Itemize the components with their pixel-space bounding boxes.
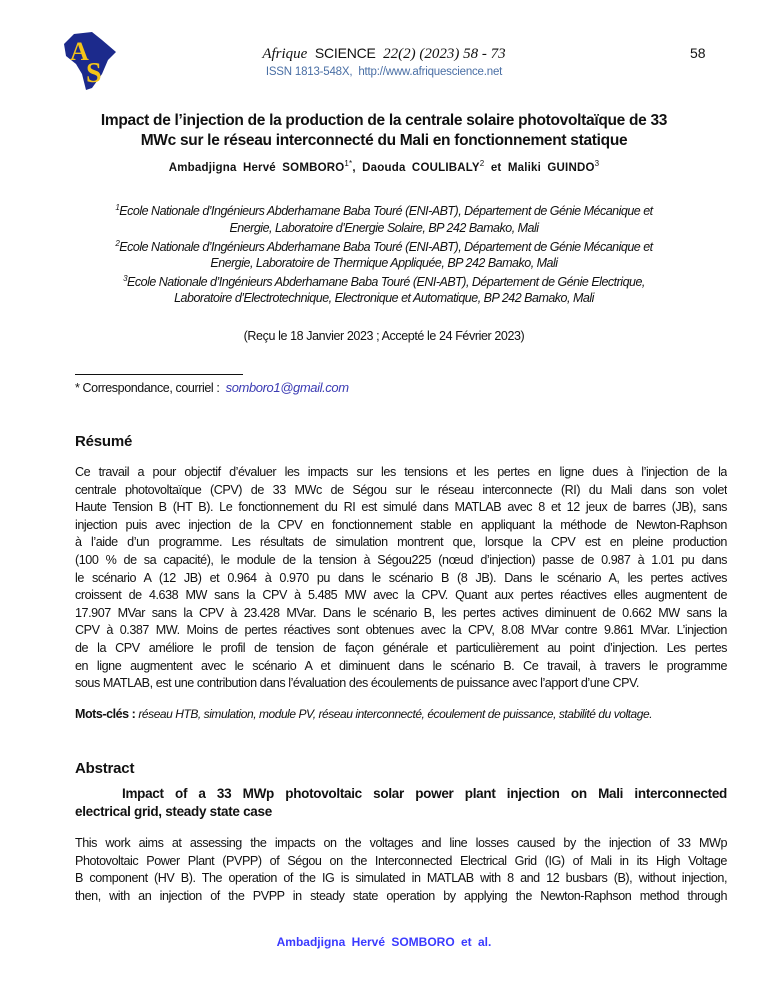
authors [0,159,768,174]
journal-name: Afrique [262,46,308,62]
paragraph-line: then, with an injection of the PVPP in steady state operation by applying the Newton-Raphson method through [75,888,727,903]
svg-text:S: S [86,58,102,89]
abstract-paragraph [75,835,727,905]
author-name: Maliki GUINDO [507,161,595,174]
keywords [75,707,652,721]
paragraph-line: le scénario A (12 JB) et 0.964 à 0.970 pu dans le scénario B (8 JB). Dans le scénario A, les pertes actives [75,570,727,585]
paragraph-line: en ligne augmentent avec le scénario A et diminuent dans le scénario B. Ce travail, à travers le programme [75,658,727,673]
paragraph-line: de la CPV améliore le profil de tension de façon générale et particulièrement au point d’injection. Les pertes [75,640,727,655]
affiliation-1-line-2: Energie, Laboratoire d’Energie Solaire, BP 242 Bamako, Mali [229,221,539,235]
paragraph-line: Ce travail a pour objectif d’évaluer les impacts sur les tensions et les pertes en ligne dues à l’injection de la [75,465,727,479]
affiliation-text: Ecole Nationale d’Ingénieurs Abderhamane Baba Touré (ENI-ABT), Département de Génie Electrique, [127,275,645,290]
issn: ISSN 1813-548X, [265,66,353,78]
paragraph-line: à l’aide d’un programme. Les résultats de simulation montrent que, lorsque la CPV est en pleine production [75,535,727,550]
author-sup: 3 [594,159,600,168]
paragraph-line: injection puis avec injection de la CPV en fonctionnement stable en appliquant la méthode de Newton-Raphson [75,517,727,532]
author-name: Ambadjigna Hervé SOMBORO [168,161,345,174]
abstract-heading: Abstract [75,760,135,777]
author-separator: et [484,161,508,174]
affiliation-sup: 2 [115,239,120,248]
affiliation-3-line-2: Laboratoire d’Electrotechnique, Electronique et Automatique, BP 242 Bamako, Mali [174,291,594,305]
paragraph-line: CPV à 0.387 MW. Moins de pertes réactives sont obtenues avec la CPV, 8.08 MVar contre 9.861 MVar. L’injection [75,623,727,638]
paper-title-line-1: Impact de l’injection de la production de la centrale solaire photovoltaïque de 33 [100,112,668,129]
paragraph-line: (100 % de sa capacité), le module de la tension à Ségou225 (nœud d’injection) passe de 0.987 à 1.01 pu dans [75,552,727,567]
journal-citation [0,45,768,63]
footnote-divider [75,374,243,375]
correspondence-email-link[interactable]: somboro1@gmail.com [225,380,349,395]
affiliation-sup: 3 [123,274,128,283]
paragraph-line: B component (HV B). The operation of the IG is simulated in MATLAB with 8 and 12 busbars (B), without injection, [75,871,727,886]
author-name: Daouda COULIBALY [362,161,480,174]
abstract-title-line-1: Impact of a 33 MWp photovoltaic solar power plant injection on Mali interconnected [122,786,727,801]
affiliation-text: Ecole Nationale d’Ingénieurs Abderhamane Baba Touré (ENI-ABT), Département de Génie Mécanique et [119,240,653,255]
affiliation-2-line-1 [0,239,768,254]
journal-url[interactable]: http://www.afriquescience.net [358,66,503,78]
paragraph-line: sous MATLAB, est une contribution dans l’évaluation des écoulements de puissance avec l’apport d’une CPV. [75,676,639,691]
journal-name-science: SCIENCE [314,45,376,61]
affiliation-1-line-1 [0,203,768,218]
resume-paragraph [75,464,727,693]
correspondence [75,380,349,395]
paragraph-line: croissent de 4.638 MW sans la CPV à 5.485 MW avec la CPV. Quant aux pertes réactives elles augmentent de [75,588,727,603]
keywords-label: Mots-clés : [75,707,136,721]
svg-text:A: A [70,37,89,66]
journal-volume: 22(2) (2023) 58 - 73 [383,46,506,62]
affiliation-3-line-1 [0,274,768,289]
page-footer-authors: Ambadjigna Hervé SOMBORO et al. [276,935,492,949]
received-dates: (Reçu le 18 Janvier 2023 ; Accepté le 24 Février 2023) [243,329,525,343]
journal-issn-line [0,66,768,78]
paragraph-line: Haute Tension B (HT B). Le fonctionnement du RI est simulé dans MATLAB avec 8 et 12 jeux de barres (JB), sans [75,500,727,515]
affiliation-text: Ecole Nationale d’Ingénieurs Abderhamane Baba Touré (ENI-ABT), Département de Génie Mécanique et [119,204,653,219]
resume-heading: Résumé [75,433,133,450]
affiliation-2-line-2: Energie, Laboratoire de Thermique Appliquée, BP 242 Bamako, Mali [210,256,558,270]
paragraph-line: centrale photovoltaïque (CPV) de 33 MWc de Ségou sur le réseau interconnecte (RI) du Mali dans son volet [75,482,727,497]
correspondence-label: * Correspondance, courriel : [75,381,220,395]
page-number: 58 [690,45,706,61]
affiliation-sup: 1 [115,203,120,212]
author-sup: 2 [479,159,485,168]
author-sup: 1* [344,159,353,168]
paragraph-line: This work aims at assessing the impacts on the voltages and line losses caused by the injection of 33 MWp [75,836,727,850]
author-separator: , [352,161,363,174]
paragraph-line: Photovoltaic Power Plant (PVPP) of Ségou on the Interconnected Electrical Grid (IG) of Mali in its High Voltage [75,853,727,868]
paper-title-line-2: MWc sur le réseau interconnecté du Mali en fonctionnement statique [140,132,628,149]
keywords-list: réseau HTB, simulation, module PV, réseau interconnecté, écoulement de puissance, stabilité du voltage. [138,707,653,721]
paragraph-line: 17.907 MVar sans la CPV à 23.428 MVar. Dans le scénario B, les pertes actives diminuent de 0.662 MW sans la [75,605,727,620]
abstract-title-line-2: electrical grid, steady state case [75,804,272,819]
